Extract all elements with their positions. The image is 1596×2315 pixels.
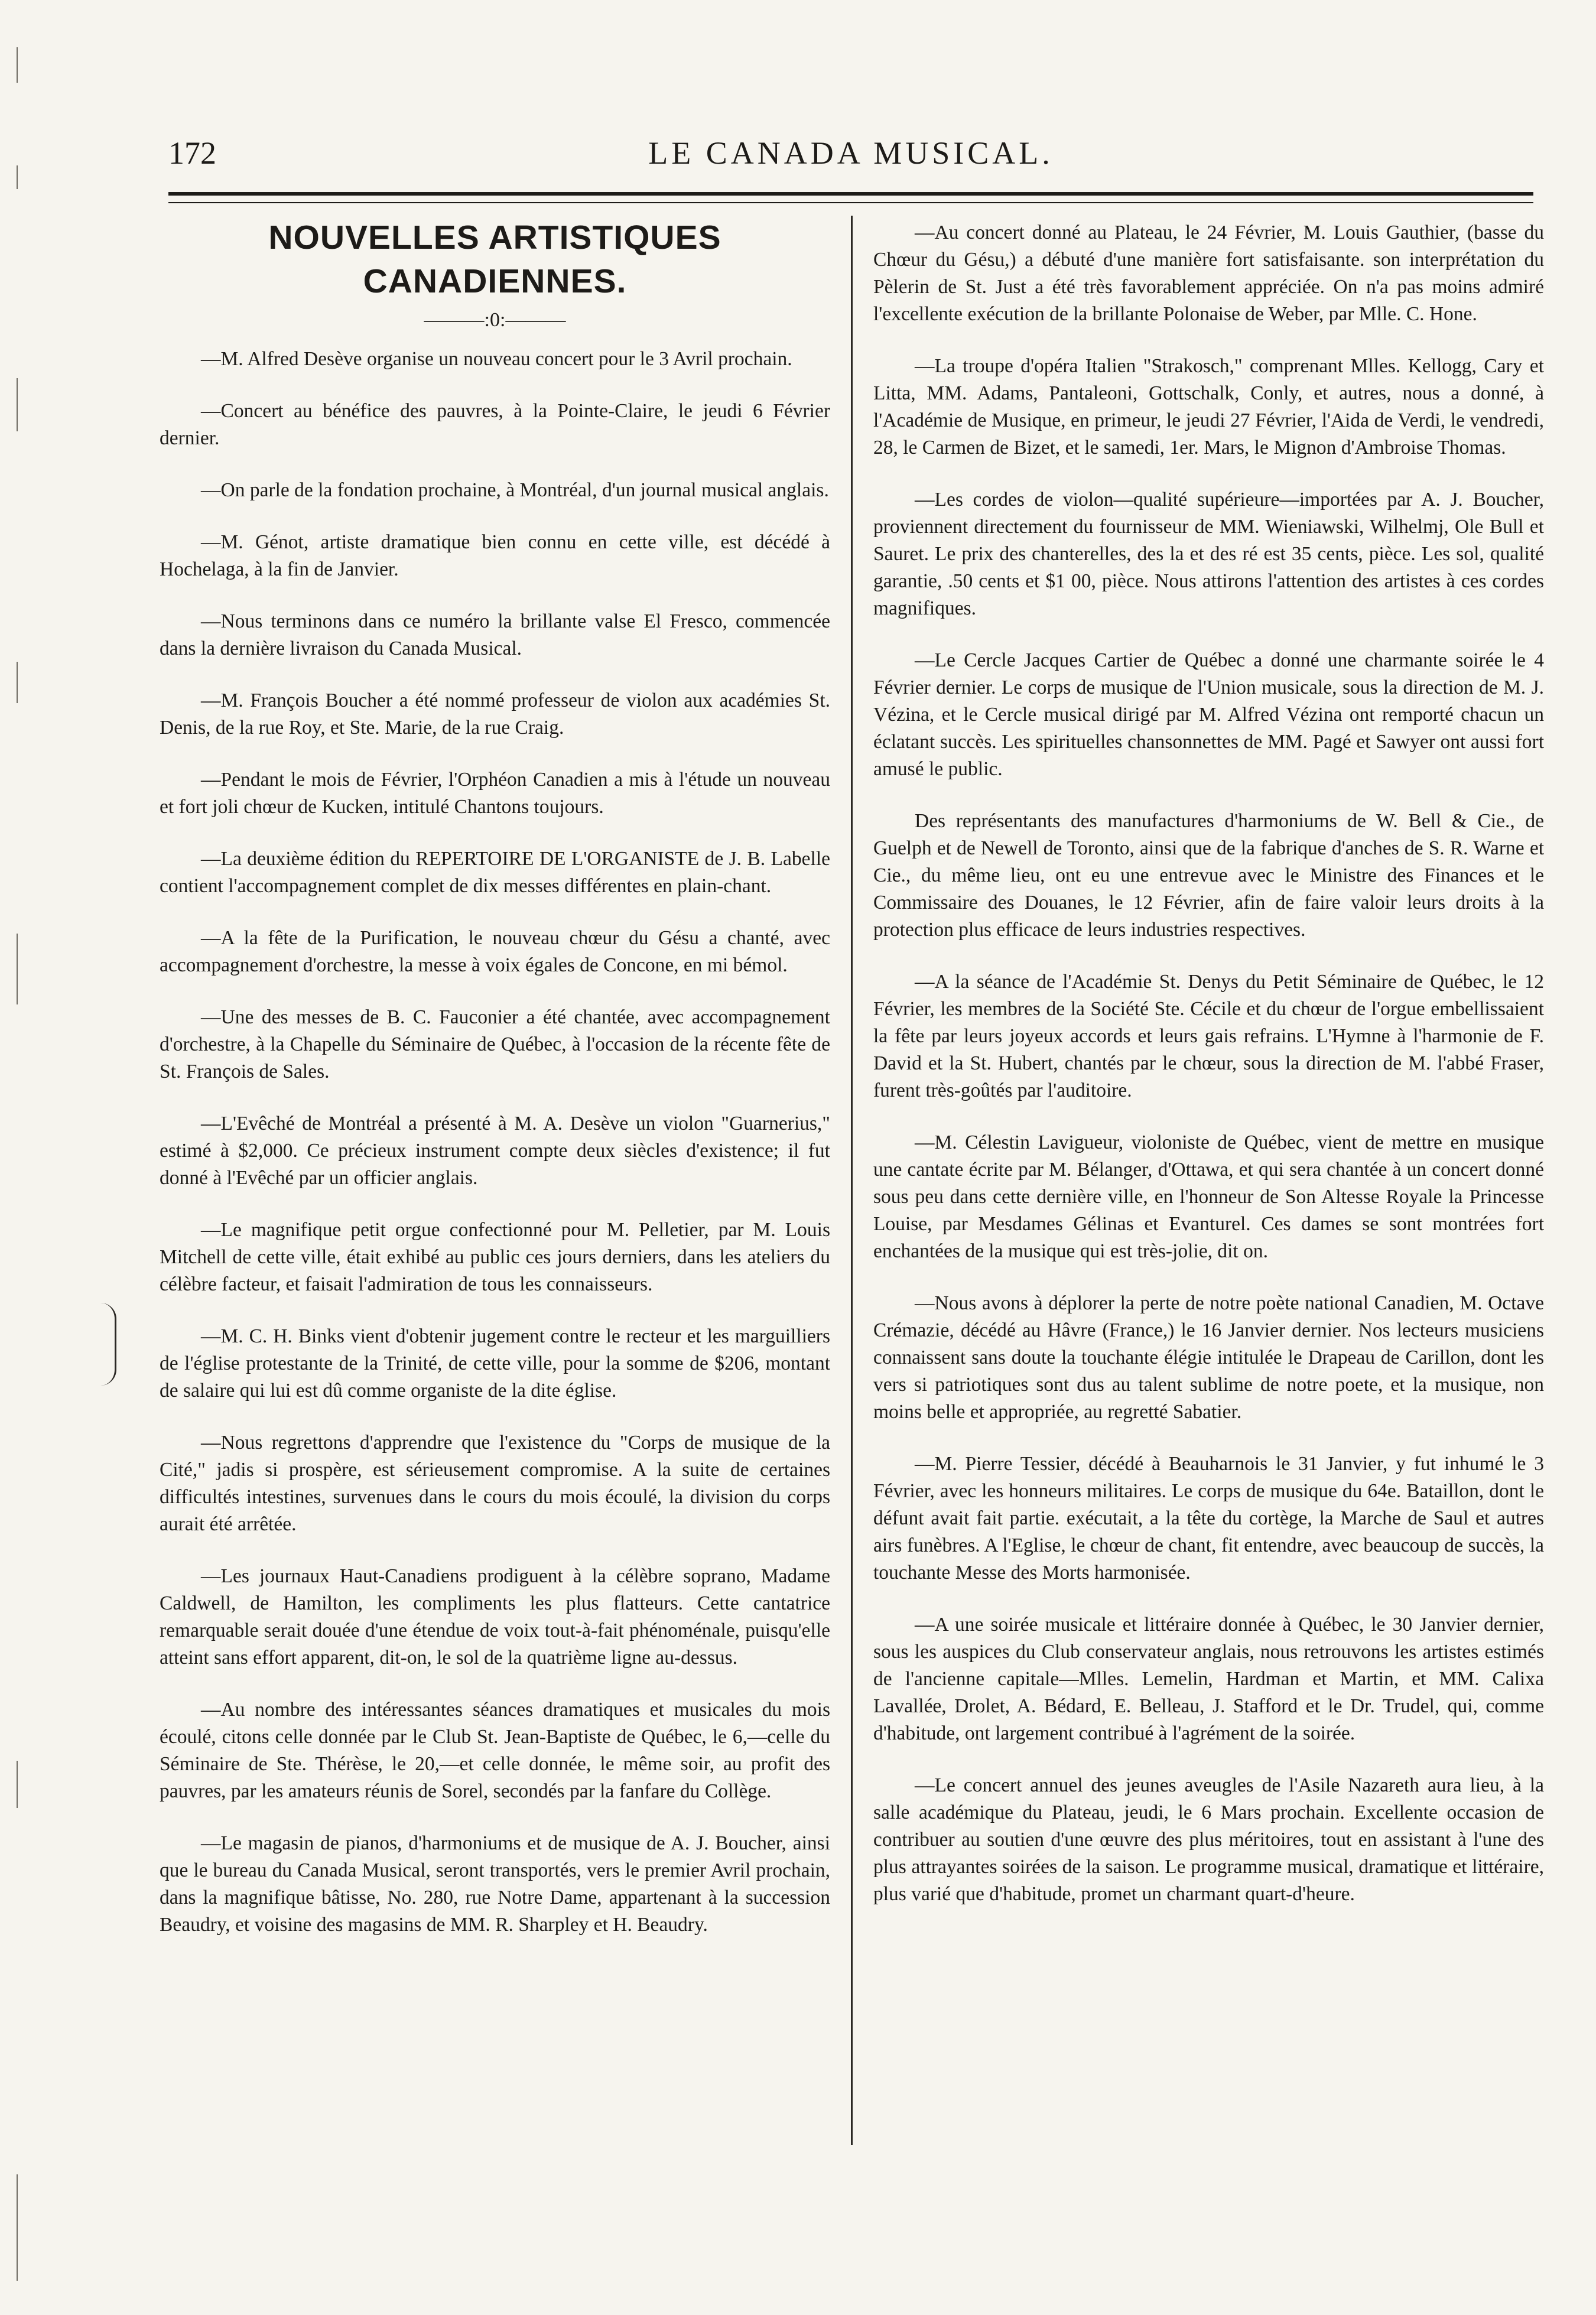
- news-item: —Une des messes de B. C. Fauconier a été chantée, avec accompagnement d'orchestre, à la Chapelle du Séminaire de Québec, à l'occasion de la récente fête de St. François de Sales.: [160, 1006, 830, 1082]
- news-item: —On parle de la fondation prochaine, à Montréal, d'un journal musical anglais.: [201, 479, 829, 501]
- news-item: —Nous terminons dans ce numéro la brillante valse El Fresco, commencée dans la dernière livraison du Canada Musical.: [160, 610, 830, 659]
- news-item: —Le concert annuel des jeunes aveugles de l'Asile Nazareth aura lieu, à la salle académique du Plateau, jeudi, le 6 Mars prochain. Excellente occasion de contribuer au soutien d'une œuvre des plus méritoires, tout en assistant à l'une des plus attrayantes soirées de la saison. Le programme musical, dramatique et littéraire, plus varié que d'habitude, promet un charmant quart-d'heure.: [873, 1774, 1544, 1905]
- news-item: —Le magasin de pianos, d'harmoniums et de musique de A. J. Boucher, ainsi que le bureau du Canada Musical, seront transportés, vers le premier Avril prochain, dans la magnifique bâtisse, No. 280, rue Notre Dame, appartenant à la succession Beaudry, et voisine des magasins de MM. R. Sharpley et H. Beaudry.: [160, 1832, 830, 1936]
- news-item: —M. Alfred Desève organise un nouveau concert pour le 3 Avril prochain.: [201, 348, 792, 370]
- running-title: LE CANADA MUSICAL.: [648, 135, 1054, 171]
- news-item: —Pendant le mois de Février, l'Orphéon Canadien a mis à l'étude un nouveau et fort joli chœur de Kucken, intitulé Chantons toujours.: [160, 769, 830, 818]
- margin-scan-marks: [17, 47, 28, 2281]
- news-item: —Au concert donné au Plateau, le 24 Février, M. Louis Gauthier, (basse du Chœur du Gésu,) a débuté d'une manière fort satisfaisante. son interprétation du Pèlerin de St. Just a été très favorablement appréciée. On n'a pas moins admiré l'excellente exécution de la brillante Polonaise de Weber, par Mlle. C. Hone.: [873, 222, 1544, 325]
- page-number: 172: [168, 135, 216, 171]
- news-item: —Nous avons à déplorer la perte de notre poète national Canadien, M. Octave Crémazie, décédé au Hâvre (France,) le 16 Janvier dernier. Nos lecteurs musiciens connaissent sans doute la touchante élégie intitulée le Drapeau de Carillon, dont les vers si patriotiques sont dus au talent sublime de notre poete, et la musique, non moins belle et appropriée, au regretté Sabatier.: [873, 1292, 1544, 1423]
- margin-bracket: [100, 1303, 116, 1386]
- news-item: —M. Génot, artiste dramatique bien connu en cette ville, est décédé à Hochelaga, à la fin de Janvier.: [160, 531, 830, 580]
- news-item: —Les journaux Haut-Canadiens prodiguent à la célèbre soprano, Madame Caldwell, de Hamilton, les compliments les plus flatteurs. Cette cantatrice remarquable serait douée d'une étendue de voix tout-à-fait phénoménale, puisqu'elle atteint sans effort apparent, dit-on, le sol de la quatrième ligne au-dessus.: [160, 1565, 830, 1669]
- left-column: [160, 216, 830, 2154]
- news-item: —Les cordes de violon—qualité supérieure—importées par A. J. Boucher, proviennent directement du fournisseur de MM. Wieniawski, Wilhelmj, Ole Bull et Sauret. Le prix des chanterelles, des la et des ré est 35 cents, pièce. Les sol, qualité garantie, .50 cents et $1 00, pièce. Nous attirons l'attention des artistes à ces cordes magnifiques.: [873, 489, 1544, 619]
- right-column: [873, 216, 1544, 2154]
- news-item: —L'Evêché de Montréal a présenté à M. A. Desève un violon "Guarnerius," estimé à $2,000. Ce précieux instrument compte deux siècles d'existence; il fut donné à l'Evêché par un officier anglais.: [160, 1113, 830, 1189]
- news-item: —Nous regrettons d'apprendre que l'existence du "Corps de musique de la Cité," jadis si prospère, est sérieusement compromise. A la suite de certaines difficultés intestines, survenues dans le cours du mois écoulé, la division du corps aurait été arrêtée.: [160, 1432, 830, 1535]
- page-header: [168, 135, 1533, 182]
- news-item: —M. Pierre Tessier, décédé à Beauharnois le 31 Janvier, y fut inhumé le 3 Février, avec les honneurs militaires. Le corps de musique du 64e. Bataillon, dont le défunt avait fait partie. exécutait, a la tête du cortège, la Marche de Saul et autres airs funèbres. A l'Eglise, le chœur de chant, fit entendre, avec beaucoup de succès, la touchante Messe des Morts harmonisée.: [873, 1453, 1544, 1584]
- news-item: —La deuxième édition du REPERTOIRE DE L'ORGANISTE de J. B. Labelle contient l'accompagnement complet de dix messes différentes en plain-chant.: [160, 848, 830, 897]
- section-heading: NOUVELLES ARTISTIQUES CANADIENNES.: [268, 219, 721, 300]
- news-item: —Au nombre des intéressantes séances dramatiques et musicales du mois écoulé, citons celle donnée par le Club St. Jean-Baptiste de Québec, le 6,—celle du Séminaire de Ste. Thérèse, le 20,—et celle donnée, le même soir, au profit des pauvres, par les amateurs réunis de Sorel, secondés par la fanfare du Collège.: [160, 1699, 830, 1802]
- header-rule-thin: [168, 202, 1533, 203]
- news-item: —Concert au bénéfice des pauvres, à la Pointe-Claire, le jeudi 6 Février dernier.: [160, 400, 830, 449]
- news-item: —Le Cercle Jacques Cartier de Québec a donné une charmante soirée le 4 Février dernier. Le corps de musique de l'Union musicale, sous la direction de M. J. Vézina, et le Cercle musical dirigé par M. Alfred Vézina ont remporté chacun un éclatant succès. Les spirituelles chansonnettes de MM. Pagé et Sawyer ont aussi fort amusé le public.: [873, 649, 1544, 780]
- news-item: —La troupe d'opéra Italien "Strakosch," comprenant Mlles. Kellogg, Cary et Litta, MM. Adams, Pantaleoni, Gottschalk, Conly, et autres, nous a donné, à l'Académie de Musique, en primeur, le jeudi 27 Février, l'Aida de Verdi, le vendredi, 28, le Carmen de Bizet, et le samedi, 1er. Mars, le Mignon d'Ambroise Thomas.: [873, 355, 1544, 459]
- ornament-divider: ———:0:———: [424, 309, 566, 331]
- column-divider: [851, 216, 853, 2145]
- news-item: —M. François Boucher a été nommé professeur de violon aux académies St. Denis, de la rue Roy, et Ste. Marie, de la rue Craig.: [160, 690, 830, 739]
- news-item: —Le magnifique petit orgue confectionné pour M. Pelletier, par M. Louis Mitchell de cette ville, était exhibé au public ces jours derniers, dans les ateliers du célèbre facteur, et faisait l'admiration de tous les connaisseurs.: [160, 1219, 830, 1295]
- news-item: —A une soirée musicale et littéraire donnée à Québec, le 30 Janvier dernier, sous les auspices du Club conservateur anglais, nous retrouvons les artistes estimés de l'ancienne capitale—Mlles. Lemelin, Hardman et Martin, et MM. Calixa Lavallée, Drolet, A. Bédard, E. Belleau, J. Stafford et le Dr. Trudel, qui, comme d'habitude, ont largement contribué à l'agrément de la soirée.: [873, 1614, 1544, 1744]
- news-item: Des représentants des manufactures d'harmoniums de W. Bell & Cie., de Guelph et de Newell de Toronto, ainsi que de la fabrique d'anches de S. R. Warne et Cie., du même lieu, ont eu une entrevue avec le Ministre des Finances et le Commissaire des Douanes, le 12 Février, afin de faire valoir leurs droits à la protection plus efficace de leurs industries respectives.: [873, 810, 1544, 941]
- header-rule-thick: [168, 192, 1533, 196]
- news-item: —A la séance de l'Académie St. Denys du Petit Séminaire de Québec, le 12 Février, les membres de la Société Ste. Cécile et du chœur de l'orgue embellissaient la fête par leurs joyeux accords et leurs gais refrains. L'Hymne à l'harmonie de F. David et la St. Hubert, chantés par le chœur, sous la direction de M. l'abbé Fraser, furent très-goûtés par l'auditoire.: [873, 971, 1544, 1101]
- news-item: —M. Célestin Lavigueur, violoniste de Québec, vient de mettre en musique une cantate écrite par M. Bélanger, d'Ottawa, et qui sera chantée à un concert donné sous peu dans cette dernière ville, en l'honneur de Son Altesse Royale la Princesse Louise, par Mesdames Gélinas et Evanturel. Ces dames se sont montrées fort enchantées de la musique qui est très-jolie, dit on.: [873, 1132, 1544, 1262]
- news-item: —A la fête de la Purification, le nouveau chœur du Gésu a chanté, avec accompagnement d'orchestre, la messe à voix égales de Concone, en mi bémol.: [160, 927, 830, 976]
- news-item: —M. C. H. Binks vient d'obtenir jugement contre le recteur et les marguilliers de l'église protestante de la Trinité, de cette ville, pour la somme de $206, montant de salaire qui lui est dû comme organiste de la dite église.: [160, 1325, 830, 1402]
